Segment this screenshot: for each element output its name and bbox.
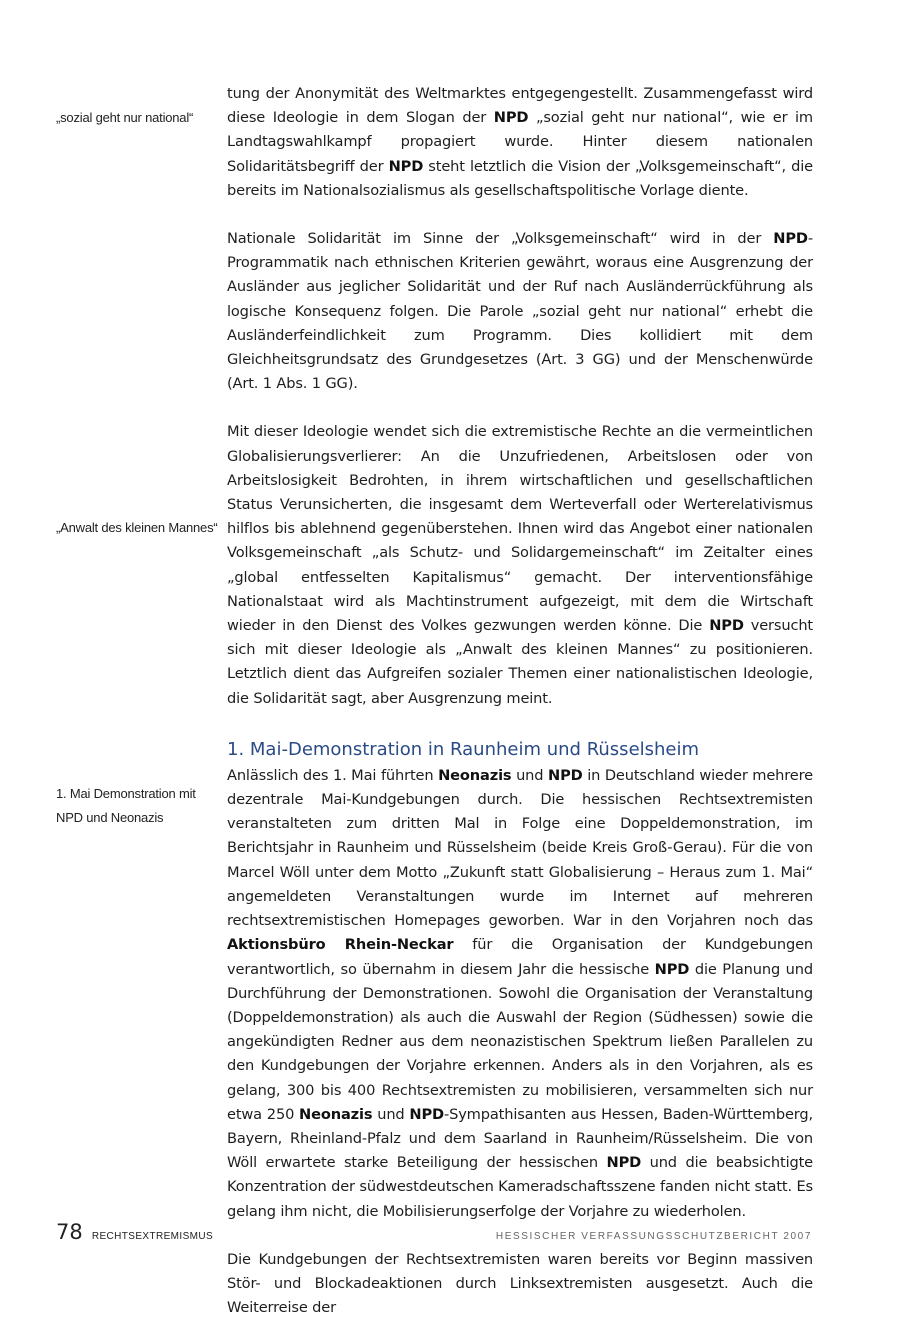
margin-note-anwalt: „Anwalt des kleinen Mannes“ [56,520,218,535]
footer-left [56,1220,213,1244]
footer-section-title: RECHTSEXTREMISMUS [91,1231,214,1242]
paragraph-5: Die Kundgebungen der Rechtsextremisten waren bereits vor Beginn massiven Stör- und Blockadeaktionen durch Linksextremisten ausgesetzt. Auch die Weiterreise der [227,1250,813,1317]
margin-note-mai-demo: 1. Mai Demonstration mit NPD und Neonazis [56,786,196,825]
paragraph-3: Mit dieser Ideologie wendet sich die extremistische Rechte an die vermeintlichen Globalisierungsverlierer: An die Unzufriedenen, Arbeitslosen oder von Arbeitslosigkeit Bedrohten, in ihrem wirtschaftlichen und gesellschaftlichen Status Verunsicherten, die insgesamt dem Werteverfall oder Werterelativismus hilflos bis ablehnend gegenüberstehen. Ihnen wird das Angebot einer nationalen Volksgemeinschaft „als Schutz- und Solidargemeinschaft“ im Zeitalter eines „global entfesselten Kapitalismus“ gemacht. Der interventionsfähige Nationalstaat wird als Machtinstrument aufgezeigt, mit dem die Wirtschaft wieder in den Dienst des Volkes gezwungen werden könne. Die NPD versucht sich mit dieser Ideologie als „Anwalt des kleinen Mannes“ zu positionieren. Letztlich dient das Aufgreifen sozialer Themen einer nationalistischen Ideologie, die Solidarität sagt, aber Ausgrenzung meint. [227,423,813,707]
main-text-column [227,82,813,1320]
paragraph-4: Anlässlich des 1. Mai führten Neonazis und NPD in Deutschland wieder mehrere dezentrale Mai-Kundgebungen durch. Die hessischen Rechtsextremisten veranstalteten zum dritten Mal in Folge eine Doppeldemonstration, im Berichtsjahr in Raunheim und Rüsselsheim (beide Kreis Groß-Gerau). Für die von Marcel Wöll unter dem Motto „Zukunft statt Globalisierung – Heraus zum 1. Mai“ angemeldeten Veranstaltungen wurde im Internet auf mehreren rechtsextremistischen Homepages geworben. War in den Vorjahren noch das Aktionsbüro Rhein-Neckar für die Organisation der Kundgebungen verantwortlich, so übernahm in diesem Jahr die hessische NPD die Planung und Durchführung der Demonstrationen. Sowohl die Organisation der Veranstaltung (Doppeldemonstration) als auch die Auswahl der Region (Südhessen) sowie die angekündigten Redner aus dem neonazistischen Spektrum ließen Parallelen zu den Kundgebungen der Vorjahre erkennen. Anders als in den Vorjahren, als es gelang, 300 bis 400 Rechtsextremisten zu mobilisieren, versammelten sich nur etwa 250 Neonazis und NPD-Sympathisanten aus Hessen, Baden-Württemberg, Bayern, Rheinland-Pfalz und dem Saarland in Raunheim/Rüsselsheim. Die von Wöll erwartete starke Beteiligung der hessischen NPD und die beabsichtigte Konzentration der südwestdeutschen Kameradschaftsszene fanden nicht statt. Es gelang ihm nicht, die Mobilisierungserfolge der Vorjahre zu wiederholen. [227,766,814,1220]
paragraph-1: tung der Anonymität des Weltmarktes entgegengestellt. Zusammengefasst wird diese Ideologie in dem Slogan der NPD „sozial geht nur national“, wie er im Landtagswahlkampf propagiert wurde. Hinter diesem nationalen Solidaritätsbegriff der NPD steht letztlich die Vision der „Volksgemeinschaft“, die bereits im Nationalsozialismus als gesellschaftspolitische Vorlage diente. [227,85,814,199]
margin-note-sozial: „sozial geht nur national“ [56,110,194,125]
section-heading: 1. Mai-Demonstration in Raunheim und Rüsselsheim [227,738,700,760]
footer-publication-title: HESSISCHER VERFASSUNGSSCHUTZBERICHT 2007 [495,1231,812,1242]
paragraph-2: Nationale Solidarität im Sinne der „Volksgemeinschaft“ wird in der NPD-Programmatik nach ethnischen Kriterien gewährt, woraus eine Ausgrenzung der Ausländer aus jeglicher Solidarität und der Ruf nach Ausländerrückführung als logische Konsequenz folgen. Die Parole „sozial geht nur national“ erhebt die Ausländerfeindlichkeit zum Programm. Dies kollidiert mit dem Gleichheitsgrundsatz des Grundgesetzes (Art. 3 GG) und der Menschenwürde (Art. 1 Abs. 1 GG). [227,230,813,393]
page-number: 78 [56,1220,83,1244]
